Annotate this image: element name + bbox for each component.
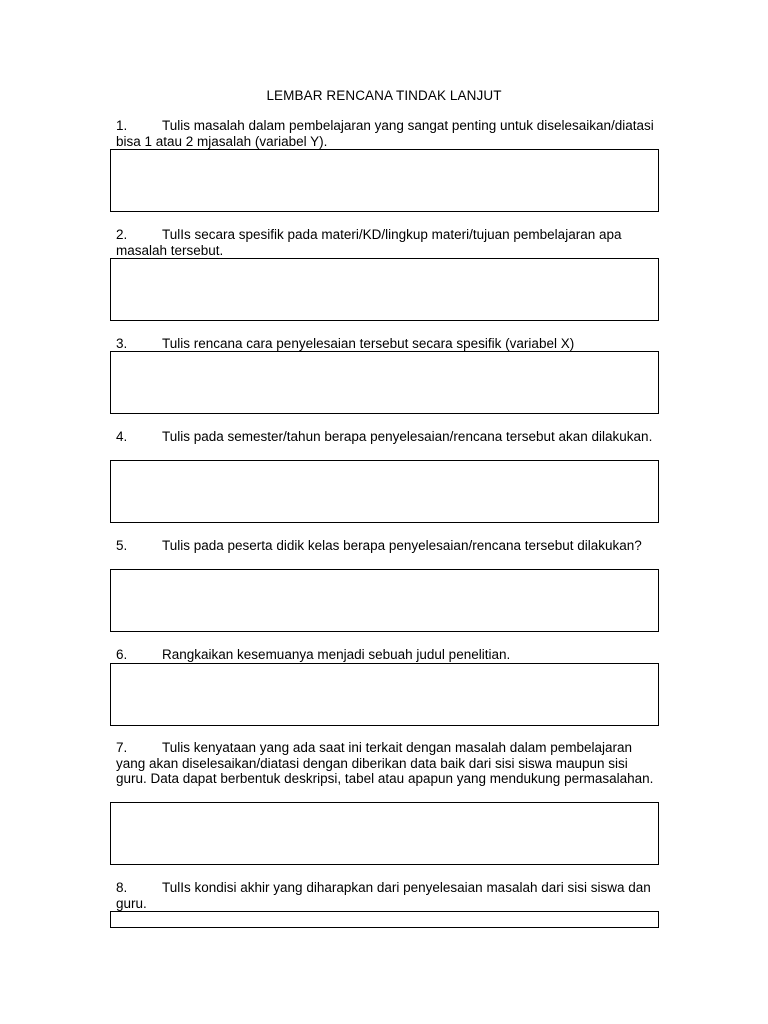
question-text: Rangkaikan kesemuanya menjadi sebuah judul penelitian. — [162, 647, 511, 662]
document-title: LEMBAR RENCANA TINDAK LANJUT — [266, 88, 502, 103]
answer-box-2[interactable] — [110, 258, 659, 321]
answer-box-6[interactable] — [110, 663, 659, 726]
question-number: 3. — [116, 336, 128, 351]
question-text: TulIs kondisi akhir yang diharapkan dari penyelesaian masalah dari sisi siswa dan guru. — [116, 880, 651, 911]
question-text: Tulis kenyataan yang ada saat ini terkait dengan masalah dalam pembelajaran yang akan diselesaikan/diatasi dengan diberikan data baik dari sisi siswa maupun sisi guru. Data dapat berbentuk deskripsi, tabel atau apapun yang mendukung permasalahan. — [116, 740, 654, 787]
answer-box-5[interactable] — [110, 569, 659, 632]
question-text: Tulis pada semester/tahun berapa penyelesaian/rencana tersebut akan dilakukan. — [162, 429, 653, 444]
question-text: Tulis rencana cara penyelesaian tersebut secara spesifik (variabel X) — [162, 336, 575, 351]
question-text: TulIs secara spesifik pada materi/KD/lingkup materi/tujuan pembelajaran apa masalah tersebut. — [116, 227, 622, 258]
question-number: 5. — [116, 538, 128, 553]
answer-box-8[interactable] — [110, 911, 659, 928]
question-number: 2. — [116, 227, 128, 242]
question-3 — [116, 336, 662, 352]
question-number: 4. — [116, 429, 128, 444]
question-6 — [116, 647, 662, 663]
question-8 — [116, 880, 662, 911]
question-text: Tulis masalah dalam pembelajaran yang sangat penting untuk diselesaikan/diatasi bisa 1 atau 2 mjasalah (variabel Y). — [116, 118, 654, 149]
question-4 — [116, 429, 662, 445]
question-number: 7. — [116, 740, 128, 755]
question-2 — [116, 227, 662, 258]
question-number: 8. — [116, 880, 128, 895]
question-text: Tulis pada peserta didik kelas berapa penyelesaian/rencana tersebut dilakukan? — [162, 538, 642, 553]
question-number: 6. — [116, 647, 128, 662]
answer-box-3[interactable] — [110, 351, 659, 414]
answer-box-1[interactable] — [110, 149, 659, 212]
question-7 — [116, 740, 662, 787]
question-5 — [116, 538, 662, 554]
question-number: 1. — [116, 118, 128, 133]
question-1 — [116, 118, 662, 149]
answer-box-7[interactable] — [110, 802, 659, 865]
answer-box-4[interactable] — [110, 460, 659, 523]
